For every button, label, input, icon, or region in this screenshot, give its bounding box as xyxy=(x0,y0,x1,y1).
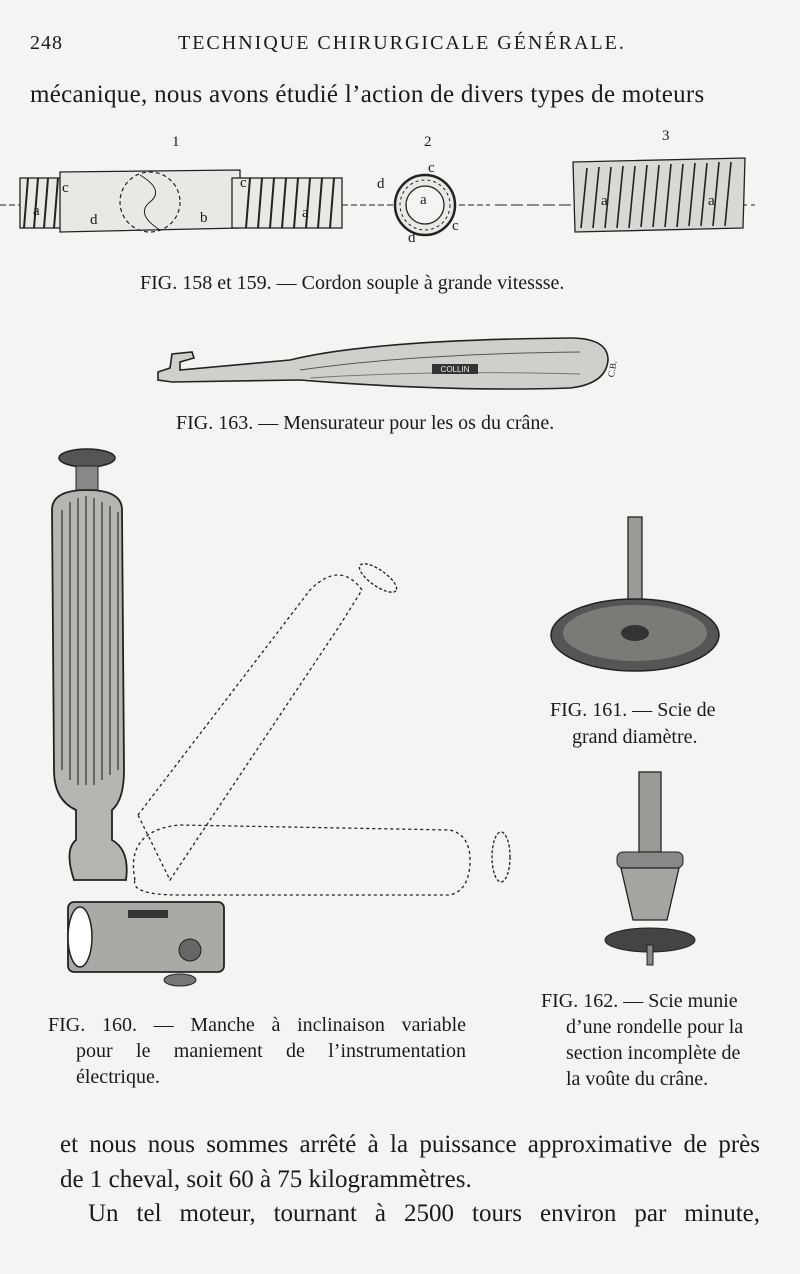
caption-fig-163: FIG. 163. — Mensurateur pour les os du crâne. xyxy=(176,412,555,434)
flexible-cord-illustration-3 xyxy=(495,150,760,250)
body-text-top: mécanique, nous avons étudié l’action de divers types de moteurs xyxy=(30,81,705,108)
caption-fig-162-line-3: section incomplète de xyxy=(566,1042,741,1064)
maker-mark: COLLIN xyxy=(440,365,470,374)
part-label: a xyxy=(708,193,715,209)
body-text-bottom-line-3: Un tel moteur, tournant à 2500 tours environ par minute, xyxy=(88,1200,760,1227)
part-label: a xyxy=(420,192,427,208)
caption-fig-160-line-2: pour le maniement de l’instrumentation xyxy=(76,1040,466,1062)
figure-number-3: 3 xyxy=(662,128,670,144)
skull-measuring-instrument-illustration xyxy=(150,330,620,400)
caption-fig-161-line-2: grand diamètre. xyxy=(572,726,698,748)
part-label: c xyxy=(452,218,459,234)
part-label: a xyxy=(33,203,40,219)
caption-fig-158-159: FIG. 158 et 159. — Cordon souple à grande vitessse. xyxy=(140,272,565,294)
part-label: a xyxy=(302,205,309,221)
part-label: c xyxy=(62,180,69,196)
page-header xyxy=(30,32,770,62)
large-diameter-saw-illustration xyxy=(550,515,730,685)
part-label: c xyxy=(240,175,247,191)
part-label: d xyxy=(90,212,98,228)
caption-fig-161-line-1: FIG. 161. — Scie de xyxy=(550,699,716,721)
engraver-mark: C.B. xyxy=(605,359,619,379)
running-title: TECHNIQUE CHIRURGICALE GÉNÉRALE. xyxy=(178,32,626,54)
part-label: c xyxy=(428,160,435,176)
caption-fig-162-line-2: d’une rondelle pour la xyxy=(566,1016,744,1038)
saw-with-washer-illustration xyxy=(605,770,705,970)
caption-fig-160-line-1: FIG. 160. — Manche à inclinaison variable xyxy=(48,1014,466,1036)
figure-number-1: 1 xyxy=(172,134,180,150)
part-label: b xyxy=(200,210,208,226)
body-text-bottom-line-1: et nous nous sommes arrêté à la puissance approximative de près xyxy=(60,1131,760,1158)
page-number: 248 xyxy=(30,32,63,54)
figure-number-2: 2 xyxy=(424,134,432,150)
caption-fig-162-line-1: FIG. 162. — Scie munie xyxy=(541,990,738,1012)
part-label: d xyxy=(408,230,416,246)
flexible-cord-illustration-1 xyxy=(0,150,360,250)
part-label: a xyxy=(601,193,608,209)
variable-inclination-handle-illustration xyxy=(40,440,520,1000)
body-text-bottom-line-2: de 1 cheval, soit 60 à 75 kilogrammètres. xyxy=(60,1166,472,1193)
part-label: d xyxy=(377,176,385,192)
caption-fig-162-line-4: la voûte du crâne. xyxy=(566,1068,709,1090)
caption-fig-160-line-3: électrique. xyxy=(76,1066,160,1088)
